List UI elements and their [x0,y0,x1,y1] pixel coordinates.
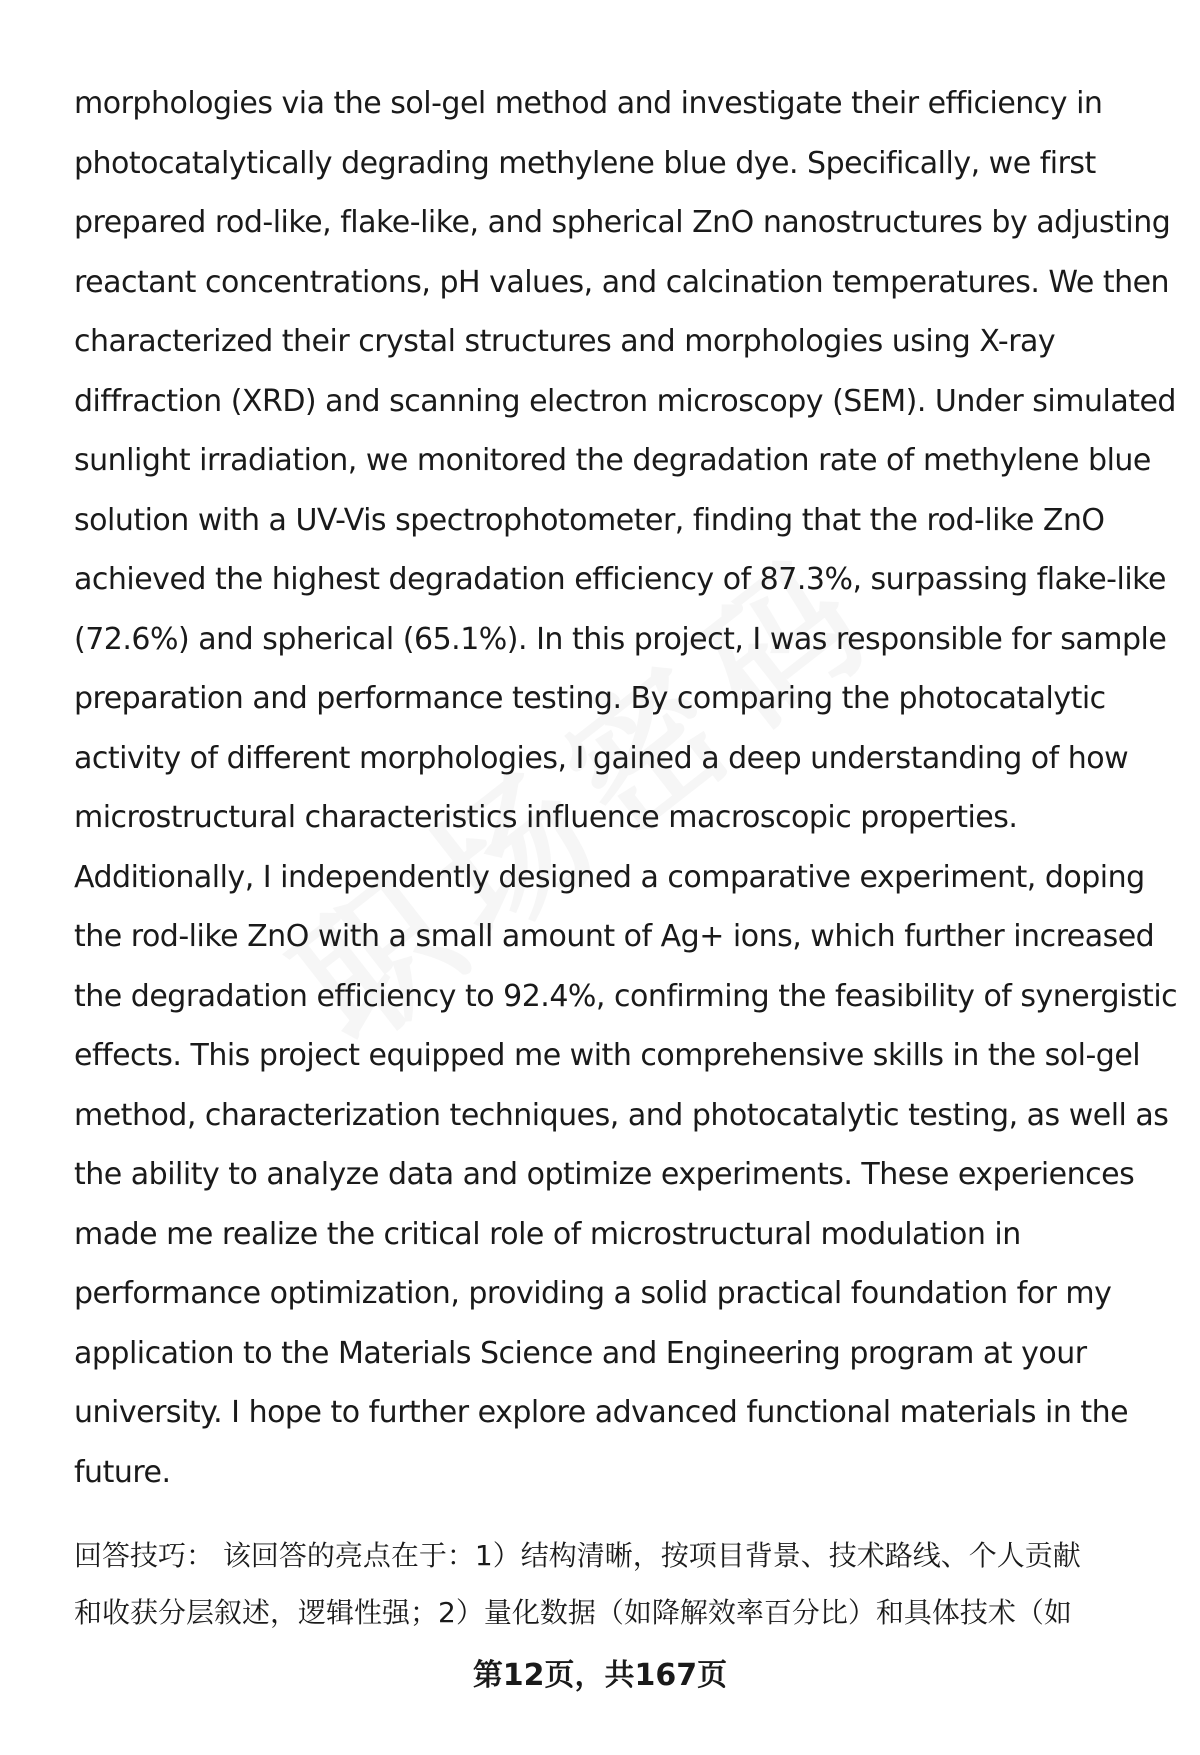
body-line: morphologies via the sol-gel method and investigate their efficiency in [74,86,1103,121]
body-line: performance optimization, providing a solid practical foundation for my [74,1276,1112,1311]
body-line: activity of different morphologies, I gained a deep understanding of how [74,740,1129,776]
body-line: characterized their crystal structures and morphologies using X-ray [74,324,1056,359]
page-number: 第12页，共167页 [472,1658,728,1693]
body-line: the degradation efficiency to 92.4%, confirming the feasibility of synergistic [74,978,1178,1014]
body-line: application to the Materials Science and Engineering program at your [74,1335,1087,1371]
body-line: the rod-like ZnO with a small amount of Ag+ ions, which further increased [74,919,1155,954]
tip-line: 和收获分层叙述，逻辑性强；2）量化数据（如降解效率百分比）和具体技术（如 [74,1596,1072,1629]
body-line: made me realize the critical role of microstructural modulation in [74,1216,1021,1252]
body-line: microstructural characteristics influence macroscopic properties. [74,800,1018,835]
body-line: the ability to analyze data and optimize experiments. These experiences [74,1157,1135,1192]
body-line: prepared rod-like, flake-like, and spherical ZnO nanostructures by adjusting [74,205,1171,240]
body-line: achieved the highest degradation efficiency of 87.3%, surpassing flake-like [74,562,1166,597]
body-line: preparation and performance testing. By comparing the photocatalytic [74,681,1106,716]
body-line: photocatalytically degrading methylene blue dye. Specifically, we first [74,145,1096,181]
body-line: effects. This project equipped me with comprehensive skills in the sol-gel [74,1038,1141,1073]
body-line: (72.6%) and spherical (65.1%). In this project, I was responsible for sample [74,621,1167,657]
body-line: diffraction (XRD) and scanning electron microscopy (SEM). Under simulated [74,383,1176,419]
body-paragraph [74,74,1178,1502]
body-line: method, characterization techniques, and photocatalytic testing, as well as [74,1097,1169,1133]
tip-line: 回答技巧： 该回答的亮点在于：1）结构清晰，按项目背景、技术路线、个人贡献 [74,1539,1081,1572]
body-line: university. I hope to further explore advanced functional materials in the [74,1395,1129,1430]
body-line: reactant concentrations, pH values, and calcination temperatures. We then [74,264,1170,300]
body-line: Additionally, I independently designed a comparative experiment, doping [74,859,1145,895]
body-line: solution with a UV-Vis spectrophotometer, finding that the rod-like ZnO [74,502,1105,538]
body-line: sunlight irradiation, we monitored the degradation rate of methylene blue [74,443,1151,478]
body-line: future. [74,1454,171,1490]
answer-tips [74,1527,1154,1641]
